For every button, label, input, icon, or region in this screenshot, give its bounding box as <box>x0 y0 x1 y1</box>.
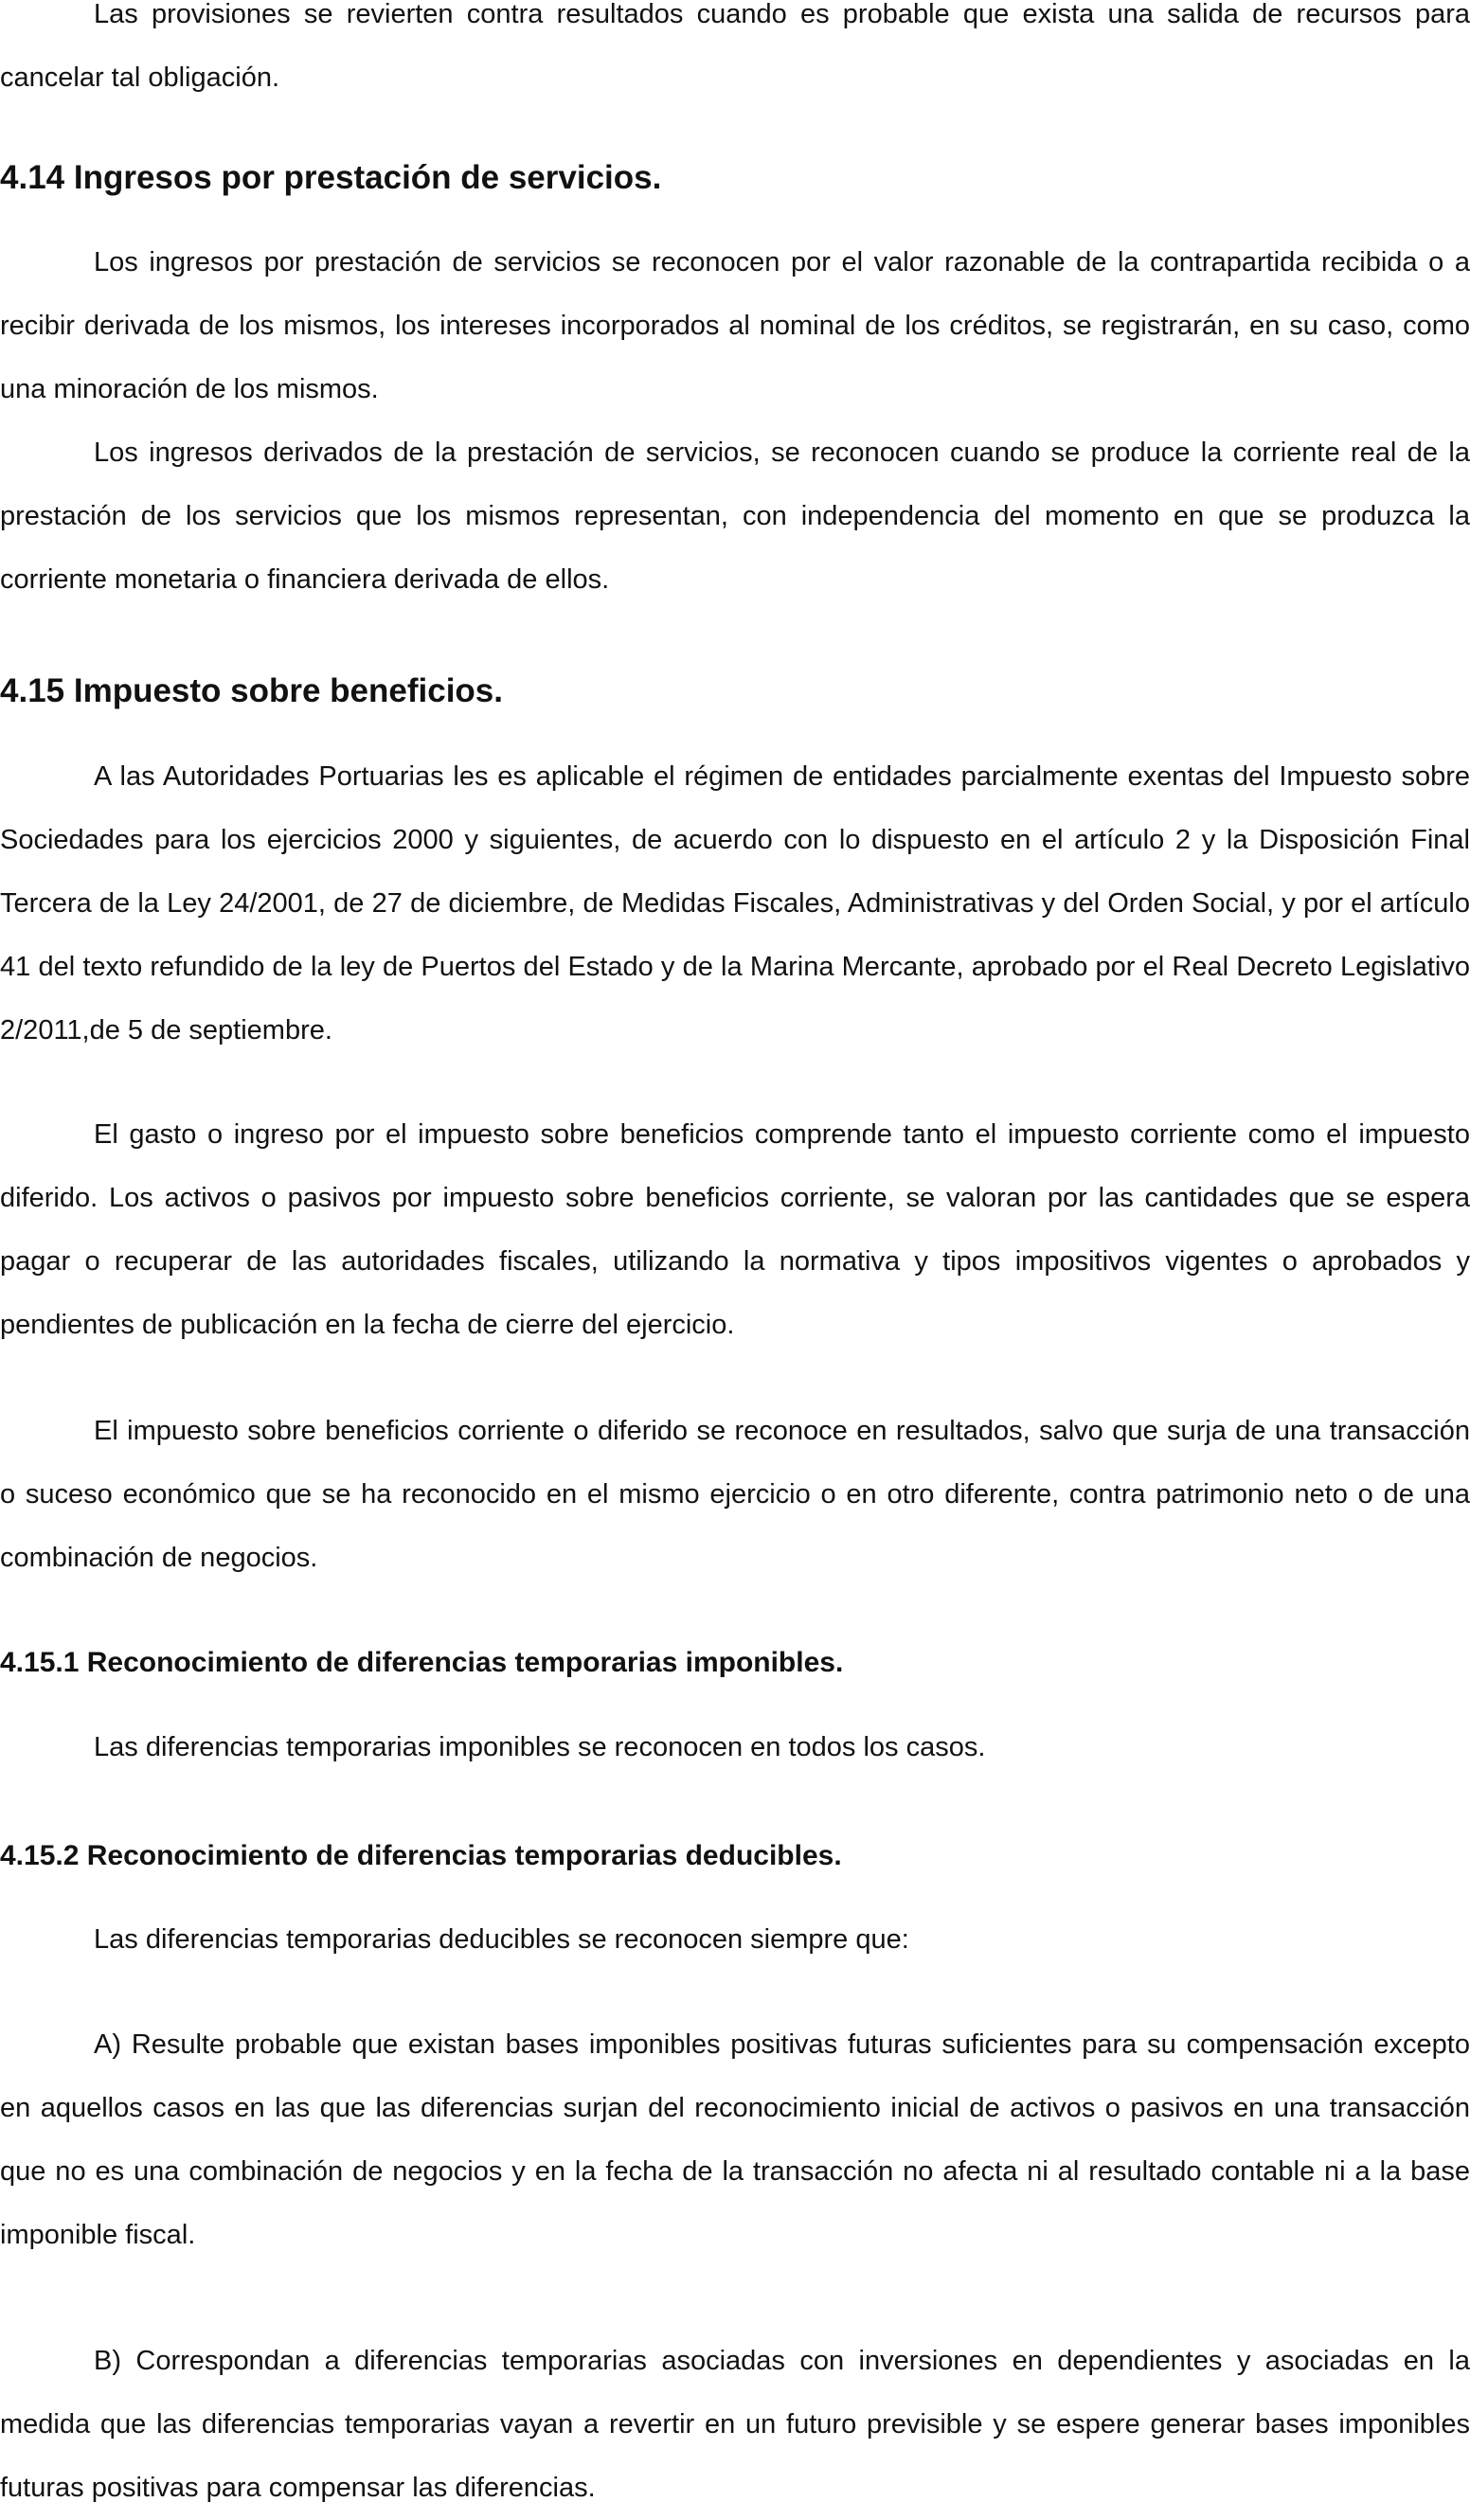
paragraph-diferencias-imponibles: Las diferencias temporarias imponibles se reconocen en todos los casos. <box>94 1732 986 1762</box>
paragraph-condicion-a: A) Resulte probable que existan bases imponibles positivas futuras suficientes para su compensación excepto en aquellos casos en las que las diferencias surjan del reconocimiento inicial de activos o pasivos en una transacción que no es una combinación de negocios y en la fecha de la transacción no afecta ni al resultado contable ni a la base imponible fiscal. <box>0 2029 1470 2250</box>
paragraph-impuesto-corriente-diferido: El impuesto sobre beneficios corriente o diferido se reconoce en resultados, salvo que surja de una transacción o suceso económico que se ha reconocido en el mismo ejercicio o en otro diferente, contra patrimonio neto o de una combinación de negocios. <box>0 1416 1470 1573</box>
paragraph-autoridades-portuarias: A las Autoridades Portuarias les es aplicable el régimen de entidades parcialmente exentas del Impuesto sobre Sociedades para los ejercicios 2000 y siguientes, de acuerdo con lo dispuesto en el artículo 2 y la Disposición Final Tercera de la Ley 24/2001, de 27 de diciembre, de Medidas Fiscales, Administrativas y del Orden Social, y por el artículo 41 del texto refundido de la ley de Puertos del Estado y de la Marina Mercante, aprobado por el Real Decreto Legislativo 2/2011,de 5 de septiembre. <box>0 761 1470 1046</box>
paragraph-ingresos-derivados: Los ingresos derivados de la prestación de servicios, se reconocen cuando se produce la corriente real de la prestación de los servicios que los mismos representan, con independencia del momento en que se produzca la corriente monetaria o financiera derivada de ellos. <box>0 438 1470 595</box>
heading-4-14: 4.14 Ingresos por prestación de servicios. <box>0 159 662 196</box>
heading-4-15-1: 4.15.1 Reconocimiento de diferencias temporarias imponibles. <box>0 1647 844 1678</box>
paragraph-gasto-ingreso-impuesto: El gasto o ingreso por el impuesto sobre beneficios comprende tanto el impuesto corriente como el impuesto diferido. Los activos o pasivos por impuesto sobre beneficios corriente, se valoran por las cantidades que se espera pagar o recuperar de las autoridades fiscales, utilizando la normativa y tipos impositivos vigentes o aprobados y pendientes de publicación en la fecha de cierre del ejercicio. <box>0 1119 1470 1340</box>
paragraph-condicion-b: B) Correspondan a diferencias temporarias asociadas con inversiones en dependientes y asociadas en la medida que las diferencias temporarias vayan a revertir en un futuro previsible y se espere generar bases imponibles futuras positivas para compensar las diferencias. <box>0 2346 1470 2503</box>
paragraph-diferencias-deducibles-intro: Las diferencias temporarias deducibles se reconocen siempre que: <box>94 1924 909 1955</box>
paragraph-ingresos-valor-razonable: Los ingresos por prestación de servicios se reconocen por el valor razonable de la contrapartida recibida o a recibir derivada de los mismos, los intereses incorporados al nominal de los créditos, se registrarán, en su caso, como una minoración de los mismos. <box>0 247 1470 404</box>
paragraph-provisiones: Las provisiones se revierten contra resultados cuando es probable que exista una salida de recursos para cancelar tal obligación. <box>0 0 1470 93</box>
heading-4-15: 4.15 Impuesto sobre beneficios. <box>0 672 503 709</box>
heading-4-15-2: 4.15.2 Reconocimiento de diferencias temporarias deducibles. <box>0 1840 842 1871</box>
